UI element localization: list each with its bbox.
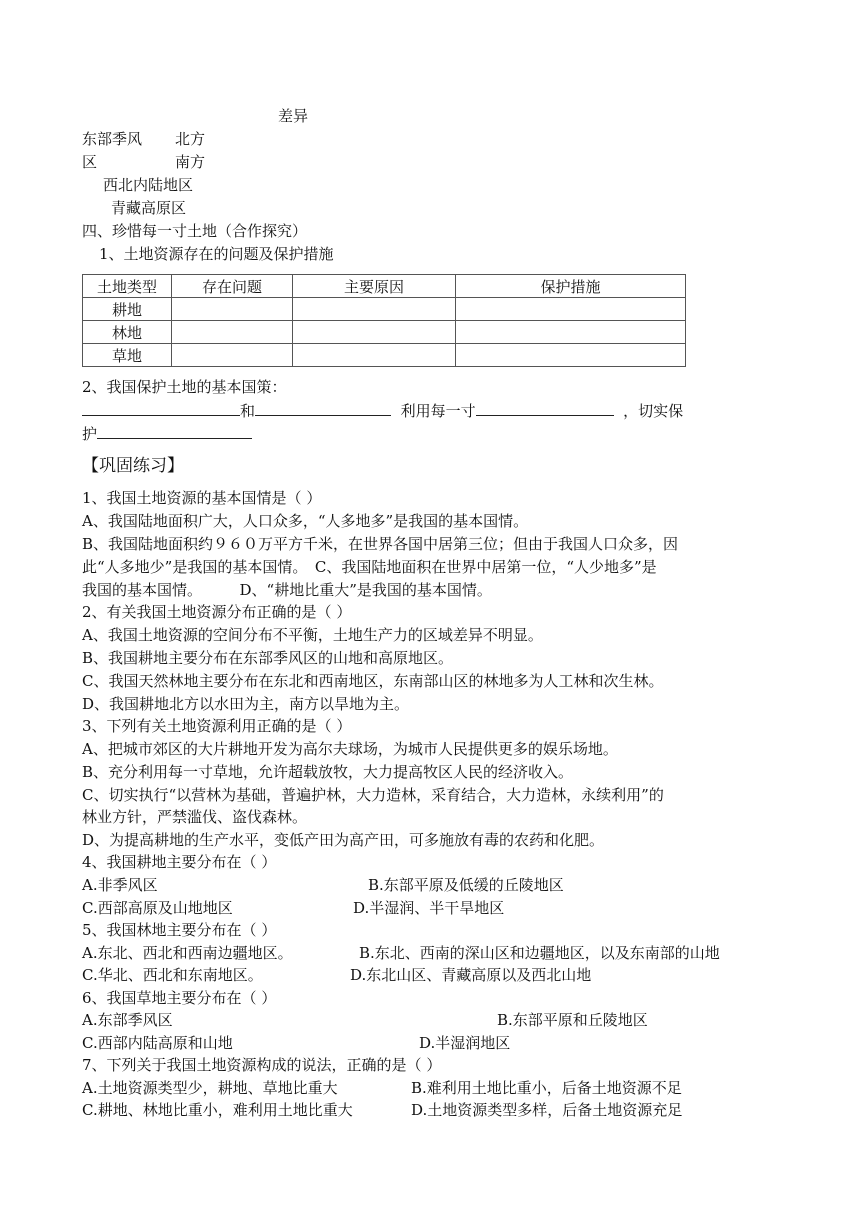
land-problems-table xyxy=(82,274,686,367)
table-row xyxy=(83,321,686,344)
option-6b: B.东部平原和丘陵地区 xyxy=(497,1011,648,1029)
table-header: 主要原因 xyxy=(293,275,456,298)
table-row xyxy=(83,344,686,367)
option-1b-cont2: 我国的基本国情。 D、“耕地比重大”是我国的基本国情。 xyxy=(82,581,492,599)
option-7d: D.土地资源类型多样，后备土地资源充足 xyxy=(411,1101,683,1119)
diff-label: 差异 xyxy=(278,107,309,125)
option-3c: C、切实执行“以营林为基础，普遍护林，大力造林，采育结合，大力造林，永续利用”的 xyxy=(82,786,664,804)
question-1: 1、我国土地资源的基本国情是（ ） xyxy=(82,489,322,507)
table-cell[interactable] xyxy=(293,321,456,344)
east-monsoon-label-cont: 区 xyxy=(82,153,98,171)
east-monsoon-label: 东部季风 xyxy=(82,130,143,148)
option-7b: B.难利用土地比重小，后备土地资源不足 xyxy=(411,1079,682,1097)
option-5b: B.东北、西南的深山区和边疆地区，以及东南部的山地 xyxy=(359,944,720,962)
table-cell[interactable] xyxy=(172,321,293,344)
option-1a: A、我国陆地面积广大，人口众多，“人多地多”是我国的基本国情。 xyxy=(82,512,529,530)
question-5: 5、我国林地主要分布在（ ） xyxy=(82,921,277,939)
option-4a: A.非季风区 xyxy=(82,876,158,894)
option-2a: A、我国土地资源的空间分布不平衡，土地生产力的区域差异不明显。 xyxy=(82,626,543,644)
policy-blanks-line-2 xyxy=(82,422,252,445)
option-5c: C.华北、西北和东南地区。 xyxy=(82,966,263,984)
northwest-label: 西北内陆地区 xyxy=(103,176,194,194)
north-label: 北方 xyxy=(175,130,206,148)
option-4b: B.东部平原及低缓的丘陵地区 xyxy=(368,876,564,894)
option-3a: A、把城市郊区的大片耕地开发为高尔夫球场，为城市人民提供更多的娱乐场地。 xyxy=(82,740,618,758)
option-3c-cont: 林业方针，严禁滥伐、盗伐森林。 xyxy=(82,808,308,826)
option-6a: A.东部季风区 xyxy=(82,1011,173,1029)
table-cell[interactable] xyxy=(293,344,456,367)
table-cell-type: 草地 xyxy=(83,344,172,367)
option-3b: B、充分利用每一寸草地，允许超载放牧，大力提高牧区人民的经济收入。 xyxy=(82,763,574,781)
table-header: 土地类型 xyxy=(83,275,172,298)
table-cell[interactable] xyxy=(293,298,456,321)
question-3: 3、下列有关土地资源利用正确的是（ ） xyxy=(82,717,352,735)
table-header-row xyxy=(83,275,686,298)
answer-blank[interactable] xyxy=(255,399,391,416)
question-7: 7、下列关于我国土地资源构成的说法，正确的是（ ） xyxy=(82,1056,442,1074)
table-header: 保护措施 xyxy=(456,275,686,298)
option-7a: A.土地资源类型少，耕地、草地比重大 xyxy=(82,1079,338,1097)
option-5a: A.东北、西北和西南边疆地区。 xyxy=(82,944,293,962)
answer-blank[interactable] xyxy=(97,422,252,439)
section4-title: 四、珍惜每一寸土地（合作探究） xyxy=(82,222,308,240)
qinghai-tibet-label: 青藏高原区 xyxy=(111,199,187,217)
option-1b: B、我国陆地面积约９６０万平方千米，在世界各国中居第三位；但由于我国人口众多，因 xyxy=(82,535,679,553)
table-cell[interactable] xyxy=(172,298,293,321)
option-7c: C.耕地、林地比重小，难利用土地比重大 xyxy=(82,1101,353,1119)
option-2c: C、我国天然林地主要分布在东北和西南地区，东南部山区的林地多为人工林和次生林。 xyxy=(82,672,664,690)
question-4: 4、我国耕地主要分布在（ ） xyxy=(82,853,277,871)
south-label: 南方 xyxy=(175,153,206,171)
option-6c: C.西部内陆高原和山地 xyxy=(82,1034,233,1052)
policy-and: 和 xyxy=(240,402,256,420)
option-4c: C.西部高原及山地地区 xyxy=(82,899,233,917)
practice-title: 【巩固练习】 xyxy=(82,456,184,476)
section4-sub1: 1、土地资源存在的问题及保护措施 xyxy=(99,245,334,263)
table-cell-type: 耕地 xyxy=(83,298,172,321)
policy-tail: ，切实保 xyxy=(623,402,684,420)
table-cell[interactable] xyxy=(456,344,686,367)
table-cell[interactable] xyxy=(172,344,293,367)
option-3d: D、为提高耕地的生产水平，变低产田为高产田，可多施放有毒的农药和化肥。 xyxy=(82,831,605,849)
answer-blank[interactable] xyxy=(82,399,240,416)
policy-mid: 利用每一寸 xyxy=(400,402,476,420)
option-2b: B、我国耕地主要分布在东部季风区的山地和高原地区。 xyxy=(82,649,454,667)
answer-blank[interactable] xyxy=(476,399,614,416)
table-header: 存在问题 xyxy=(172,275,293,298)
option-2d: D、我国耕地北方以水田为主，南方以旱地为主。 xyxy=(82,695,410,713)
table-cell-type: 林地 xyxy=(83,321,172,344)
question-2: 2、有关我国土地资源分布正确的是（ ） xyxy=(82,603,352,621)
option-6d: D.半湿润地区 xyxy=(419,1034,511,1052)
option-4d: D.半湿润、半干旱地区 xyxy=(353,899,505,917)
table-row xyxy=(83,298,686,321)
option-5d: D.东北山区、青藏高原以及西北山地 xyxy=(350,966,592,984)
policy-blanks-line xyxy=(82,399,683,422)
table-cell[interactable] xyxy=(456,321,686,344)
policy-question: 2、我国保护土地的基本国策： xyxy=(82,378,287,396)
question-6: 6、我国草地主要分布在（ ） xyxy=(82,989,277,1007)
option-1b-cont: 此“人多地少”是我国的基本国情。 C、我国陆地面积在世界中居第一位，“人少地多”是 xyxy=(82,558,657,576)
policy-hu: 护 xyxy=(82,425,98,443)
table-cell[interactable] xyxy=(456,298,686,321)
